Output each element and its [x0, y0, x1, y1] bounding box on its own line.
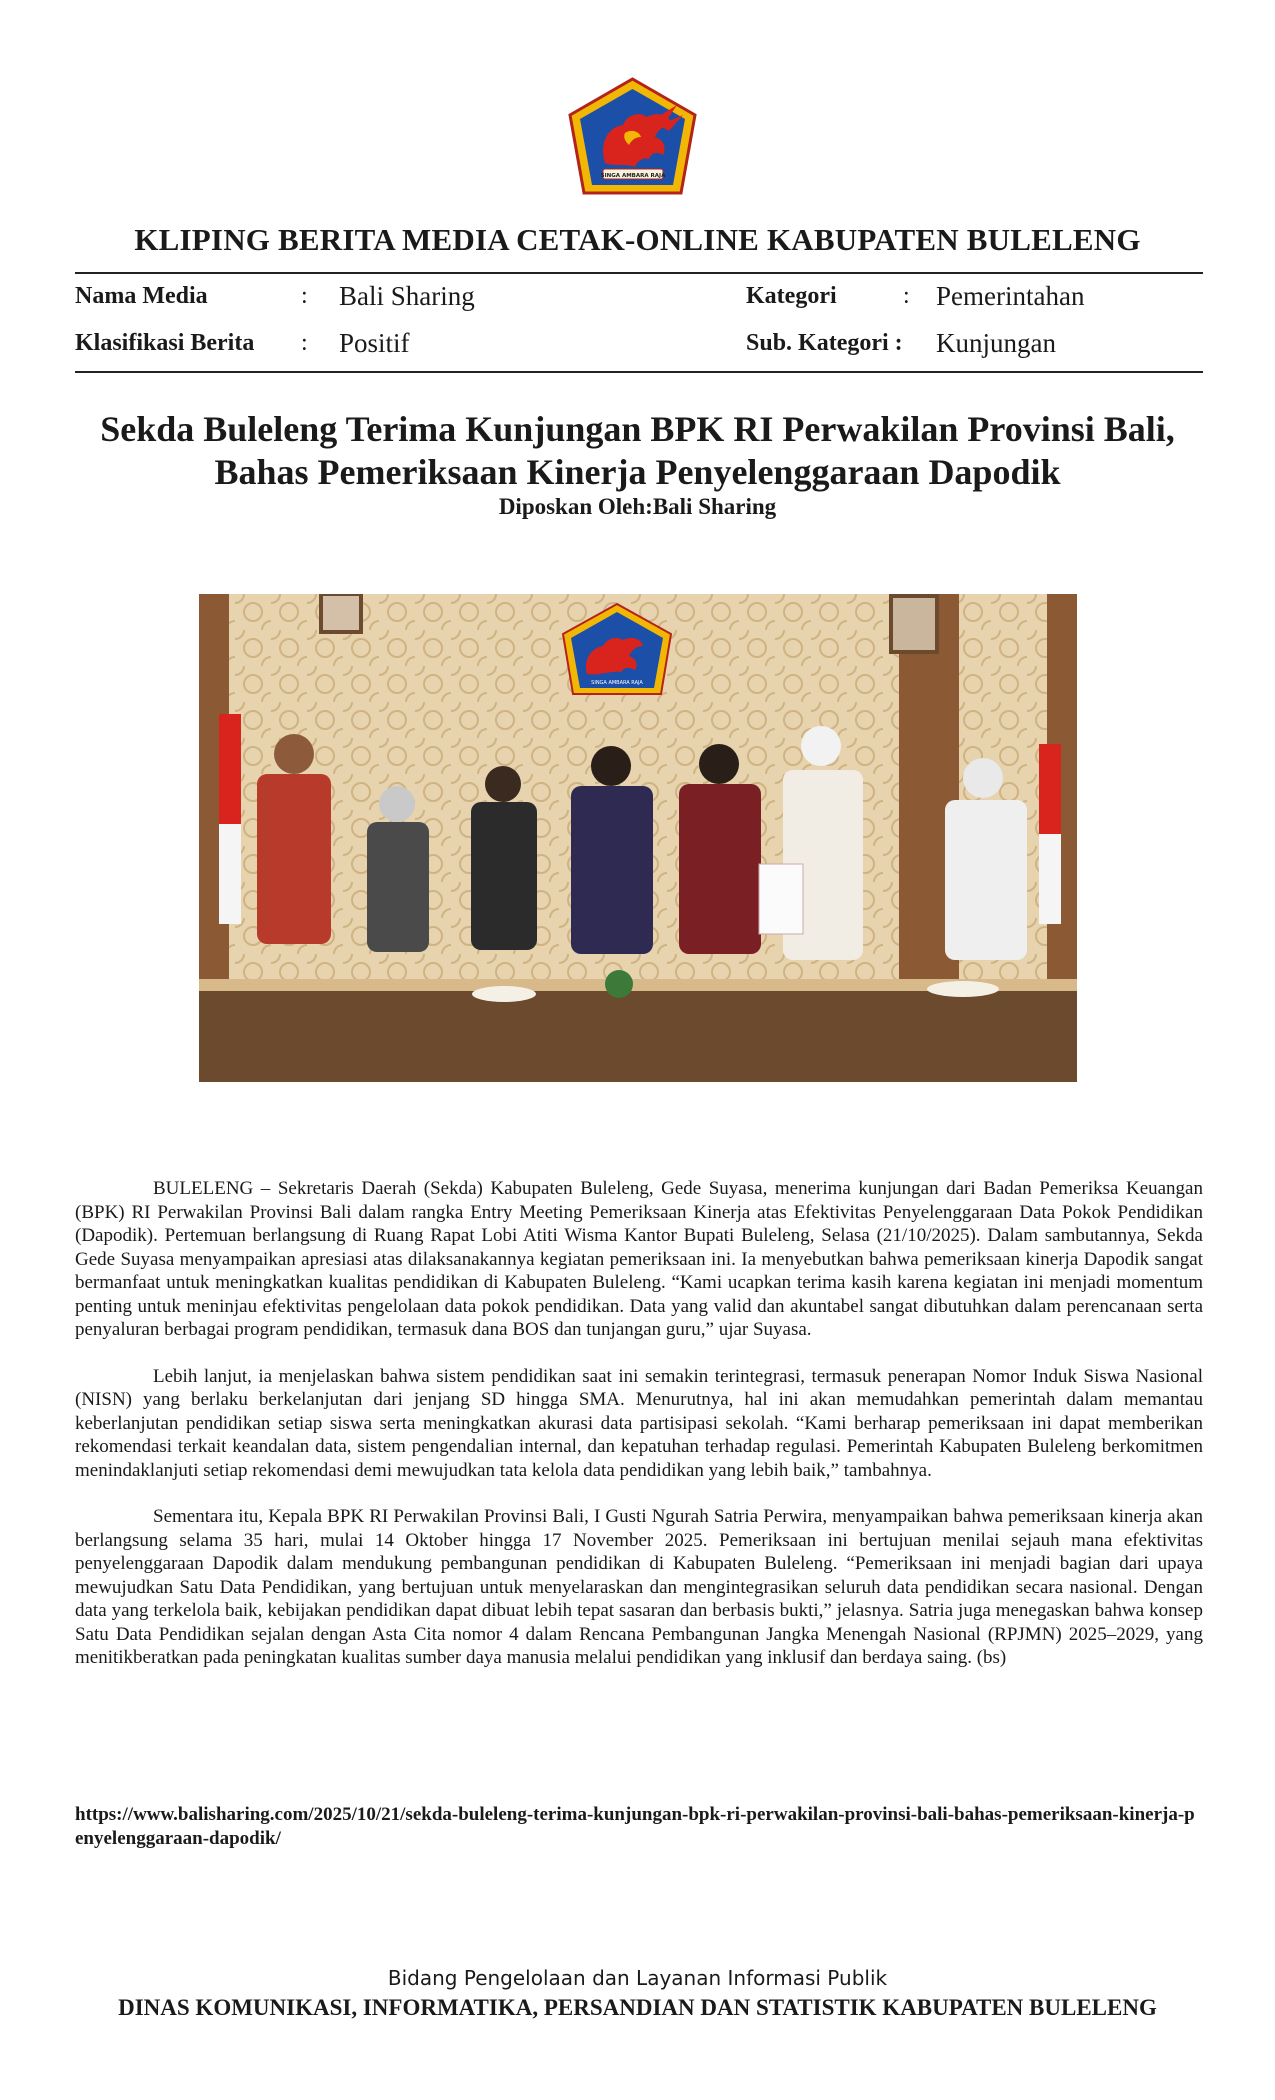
- buleleng-emblem-logo: [565, 75, 700, 200]
- klasifikasi-colon: :: [301, 330, 308, 356]
- nama-media-colon: :: [301, 283, 308, 309]
- footer-agency: DINAS KOMUNIKASI, INFORMATIKA, PERSANDIAN DAN STATISTIK KABUPATEN BULELENG: [118, 1995, 1157, 2020]
- klasifikasi-value: Positif: [339, 328, 410, 358]
- header-divider-top: [75, 272, 1203, 274]
- footer-department: Bidang Pengelolaan dan Layanan Informasi Publik: [387, 1966, 888, 1990]
- article-source-link[interactable]: https://www.balisharing.com/2025/10/21/sekda-buleleng-terima-kunjungan-bpk-ri-perwakilan-provinsi-bali-bahas-pemeriksaan-kinerja-penyelenggaraan-dapodik/: [75, 1804, 1195, 1849]
- nama-media-label: Nama Media: [75, 283, 208, 309]
- article-photo: [199, 594, 1077, 1082]
- article-byline: Diposkan Oleh:Bali Sharing: [498, 494, 777, 519]
- klasifikasi-label: Klasifikasi Berita: [75, 330, 255, 356]
- article-headline: [60, 408, 1215, 494]
- kategori-value: Pemerintahan: [936, 281, 1085, 311]
- kategori-label: Kategori: [746, 283, 837, 309]
- article-body: [75, 1177, 1203, 1693]
- headline-line-2: Bahas Pemeriksaan Kinerja Penyelenggaraan Dapodik: [214, 452, 1061, 492]
- article-paragraph-2: Lebih lanjut, ia menjelaskan bahwa sistem pendidikan saat ini semakin terintegrasi, termasuk penerapan Nomor Induk Siswa Nasional (NISN) yang berlaku berkelanjutan dari jenjang SD hingga SMA. Menurutnya, hal ini akan memudahkan pemerintah dalam memantau keberlanjutan pendidikan setiap siswa serta meningkatkan akurasi data partisipasi sekolah. “Kami berharap pemeriksaan ini dapat memberikan rekomendasi terkait keandalan data, sistem pengendalian internal, dan kepatuhan terhadap regulasi. Pemerintah Kabupaten Buleleng berkomitmen menindaklanjuti setiap rekomendasi demi mewujudkan tata kelola data pendidikan yang lebih baik,” tambahnya.: [75, 1365, 1203, 1481]
- article-paragraph-3: Sementara itu, Kepala BPK RI Perwakilan Provinsi Bali, I Gusti Ngurah Satria Perwira, menyampaikan bahwa pemeriksaan kinerja akan berlangsung selama 35 hari, mulai 14 Oktober hingga 17 November 2025. Pemeriksaan ini bertujuan menilai sejauh mana efektivitas penyelenggaraan Dapodik dalam mendukung pembangunan pendidikan di Kabupaten Buleleng. “Pemeriksaan ini menjadi bagian dari upaya mewujudkan Satu Data Pendidikan, yang bertujuan untuk menyelaraskan dan mengintegrasikan seluruh data pendidikan secara nasional. Dengan data yang terkelola baik, kebijakan pendidikan dapat dibuat lebih tepat sasaran dan berbasis bukti,” jelasnya. Satria juga menegaskan bahwa konsep Satu Data Pendidikan sejalan dengan Asta Cita nomor 4 dalam Rencana Pembangunan Jangka Menengah Nasional (RPJMN) 2025–2029, yang menitikberatkan pada peningkatan kualitas sumber daya manusia melalui pendidikan yang inklusif dan berdaya saing. (bs): [75, 1506, 1203, 1668]
- header-divider-bottom: [75, 371, 1203, 373]
- nama-media-value: Bali Sharing: [339, 281, 475, 311]
- clipping-header-title: KLIPING BERITA MEDIA CETAK-ONLINE KABUPATEN BULELENG: [134, 222, 1141, 257]
- sub-kategori-label: Sub. Kategori :: [746, 330, 903, 356]
- photo-emblem-motto: SINGA AMBARA RAJA: [591, 680, 643, 686]
- emblem-motto: SINGA AMBARA RAJA: [600, 173, 666, 179]
- sub-kategori-value: Kunjungan: [936, 328, 1056, 358]
- meeting-photo-illustration: [199, 594, 1077, 1082]
- singa-ambara-raja-emblem-icon: [565, 75, 700, 200]
- kategori-colon: :: [903, 283, 910, 309]
- article-paragraph-1: BULELENG – Sekretaris Daerah (Sekda) Kabupaten Buleleng, Gede Suyasa, menerima kunjungan dari Badan Pemeriksa Keuangan (BPK) RI Perwakilan Provinsi Bali dalam rangka Entry Meeting Pemeriksaan Kinerja atas Efektivitas Penyelenggaraan Data Pokok Pendidikan (Dapodik). Pertemuan berlangsung di Ruang Rapat Lobi Atiti Wisma Kantor Bupati Buleleng, Selasa (21/10/2025). Dalam sambutannya, Sekda Gede Suyasa menyampaikan apresiasi atas dilaksanakannya kegiatan pemeriksaan ini. Ia menyebutkan bahwa pemeriksaan kinerja Dapodik sangat bermanfaat untuk meningkatkan kualitas pendidikan di Kabupaten Buleleng. “Kami ucapkan terima kasih karena kegiatan ini menjadi momentum penting untuk meninjau efektivitas pengelolaan data pokok pendidikan. Data yang valid dan akuntabel sangat dibutuhkan dalam perencanaan serta penyaluran berbagai program pendidikan, termasuk dana BOS dan tunjangan guru,” ujar Suyasa.: [75, 1178, 1203, 1340]
- headline-line-1: Sekda Buleleng Terima Kunjungan BPK RI Perwakilan Provinsi Bali,: [100, 409, 1175, 449]
